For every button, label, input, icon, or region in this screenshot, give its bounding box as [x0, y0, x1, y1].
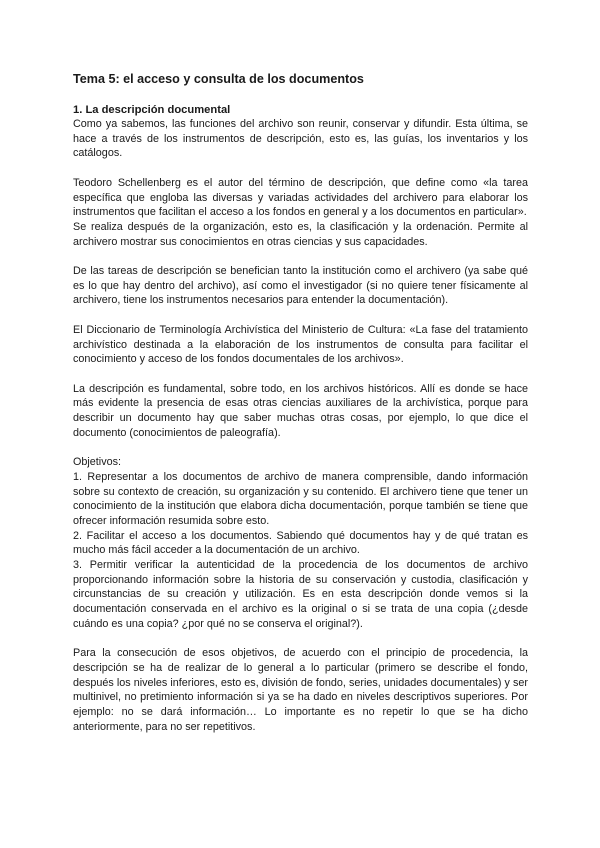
paragraph-beneficiaries: De las tareas de descripción se benefician tanto la institución como el archivero (ya sabe qué es lo que hay dentro del archivo), así como el investigador (si no quiere tener físicamente al archivero, tiene los instrumentos necesarios para entender la documentación). — [73, 265, 528, 307]
page-title: Tema 5: el acceso y consulta de los documentos — [73, 72, 364, 86]
objective-3: 3. Permitir verificar la autenticidad de la procedencia de los documentos de archivo proporcionando información sobre la historia de su conservación y custodia, clasificación y circunstancias de su creación y utilización. Es en esta descripción donde vemos si la documentación conservada en el archivo es la original o si se trata de una copia (¿desde cuándo es una copia? ¿por qué no se conserva el original?). — [73, 559, 528, 630]
paragraph-historical: La descripción es fundamental, sobre todo, en los archivos históricos. Allí es donde se hace más evidente la presencia de esas otras ciencias auxiliares de la archivística, porque para describir un documento hay que saber muchas otras cosas, por ejemplo, lo que dice el documento (conocimientos de paleografía). — [73, 382, 528, 439]
paragraph-schellenberg: Teodoro Schellenberg es el autor del término de descripción, que define como «la tarea específica que engloba las diversas y variadas actividades del archivero para elaborar los instrumentos que facilitan el acceso a los fondos en general y a los documentos en particular». — [73, 176, 528, 219]
objective-1: 1. Representar a los documentos de archivo de manera comprensible, dando información sobre su contexto de creación, su organización y su contenido. El archivero tiene que tener un conocimiento de la institución que elabora dicha documentación, porque también se tiene que ofrecer información resumida sobre esto. — [73, 470, 528, 527]
paragraph-dictionary: El Diccionario de Terminología Archivística del Ministerio de Cultura: «La fase del tratamiento archivístico destinada a la elaboración de los instrumentos de consulta para facilitar el conocimiento y acceso de los fondos documentales de los archivos». — [73, 323, 528, 366]
paragraph-intro: Como ya sabemos, las funciones del archivo son reunir, conservar y difundir. Esta última, se hace a través de los instrumentos de descripción, esto es, las guías, los inventarios y los catálogos. — [73, 118, 528, 160]
objectives-label: Objetivos: — [73, 456, 122, 469]
paragraph-after-organization: Se realiza después de la organización, esto es, la clasificación y la ordenación. Permite al archivero mostrar sus conocimientos en otras ciencias y sus capacidades. — [73, 220, 528, 248]
objective-2: 2. Facilitar el acceso a los documentos. Sabiendo qué documentos hay y de qué tratan es mucho más fácil acceder a la documentación de un archivo. — [73, 529, 528, 557]
section-heading: 1. La descripción documental — [73, 104, 231, 116]
paragraph-procedure: Para la consecución de esos objetivos, de acuerdo con el principio de procedencia, la descripción se ha de realizar de lo general a lo particular (primero se describe el fondo, después los niveles inferiores, esto es, división de fondo, series, unidades documentales) y ser multinivel, no pretimiento información si ya se ha dado en niveles descriptivos superiores. Por ejemplo: no se dará información… Lo importante es no repetir lo que se ha dicho anteriormente, para no ser repetitivos. — [73, 647, 528, 733]
